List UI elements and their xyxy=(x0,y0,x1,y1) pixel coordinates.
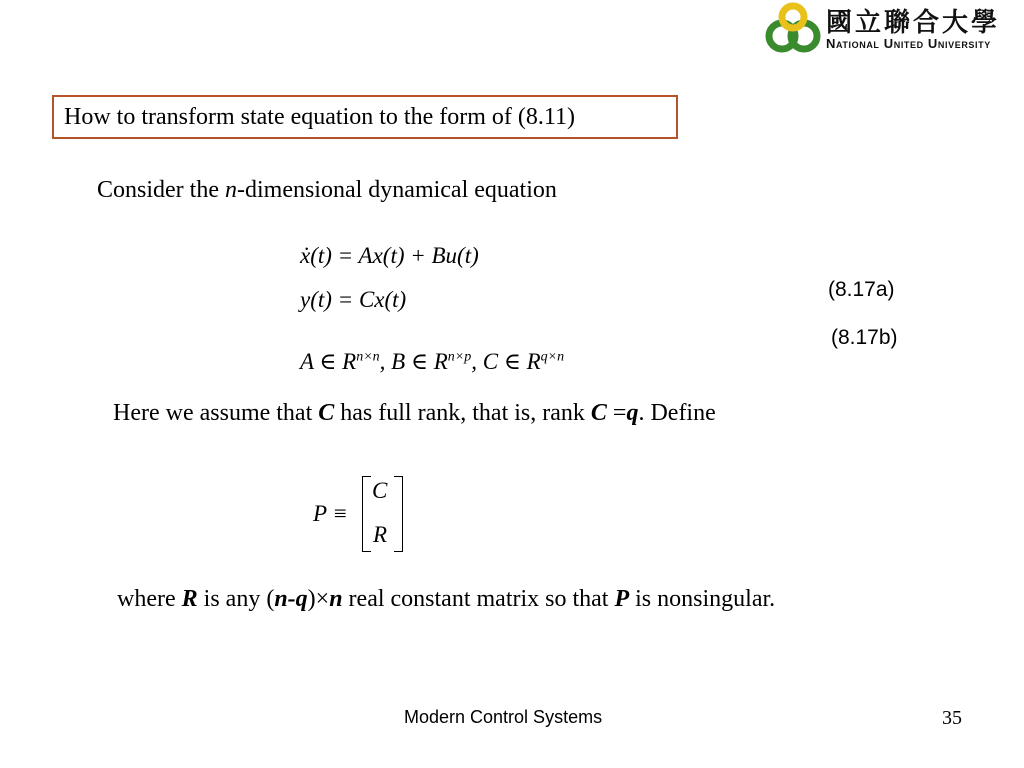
where-nq: n-q xyxy=(274,586,308,612)
state-equation: ẋ(t) = Ax(t) + Bu(t) xyxy=(300,243,479,268)
university-logo-icon xyxy=(762,2,824,54)
matrix-dimensions xyxy=(300,349,564,375)
footer-course: Modern Control Systems xyxy=(404,707,603,727)
assumption-part: Here we assume that xyxy=(113,400,319,426)
assumption-text xyxy=(113,400,716,427)
dim-c-sup: q×n xyxy=(540,349,565,365)
where-part: is any ( xyxy=(197,586,275,612)
dim-a: A ∈ R xyxy=(300,349,357,374)
logo-english-name: National United University xyxy=(826,36,991,51)
assumption-part: . Define xyxy=(638,400,716,426)
dim-c: , C ∈ R xyxy=(471,349,541,374)
assumption-q: q xyxy=(626,400,639,426)
logo-chinese-name: 國立聯合大學 xyxy=(826,8,1001,38)
dim-b: , B ∈ R xyxy=(379,349,448,374)
assumption-c: C xyxy=(590,400,607,426)
assumption-part: has full rank, that is, rank xyxy=(334,400,591,426)
where-part: )× xyxy=(307,586,330,612)
dim-b-sup: n×p xyxy=(447,349,472,365)
matrix-bottom-entry: R xyxy=(373,522,388,547)
where-n: n xyxy=(329,586,343,612)
where-p: P xyxy=(614,586,630,612)
where-part: is nonsingular. xyxy=(629,586,776,612)
slide-title: How to transform state equation to the form of (8.11) xyxy=(52,95,678,139)
intro-var: n xyxy=(224,177,237,203)
equation-label-b: (8.17b) xyxy=(831,326,898,349)
university-logo xyxy=(762,2,1024,54)
output-equation: y(t) = Cx(t) xyxy=(300,287,407,312)
assumption-part: = xyxy=(606,400,627,426)
intro-after: -dimensional dynamical equation xyxy=(236,177,557,203)
definition-lhs: P ≡ xyxy=(313,501,348,526)
page-number: 35 xyxy=(942,707,962,729)
intro-before: Consider the xyxy=(97,177,225,203)
where-text xyxy=(117,586,775,613)
where-r: R xyxy=(181,586,198,612)
assumption-c: C xyxy=(318,400,335,426)
equation-label-a: (8.17a) xyxy=(828,278,895,301)
matrix-bracket-right xyxy=(394,476,403,552)
matrix-bracket-left xyxy=(362,476,371,552)
matrix-top-entry: C xyxy=(372,478,388,503)
where-part: real constant matrix so that xyxy=(342,586,615,612)
dim-a-sup: n×n xyxy=(356,349,380,365)
where-part: where xyxy=(117,586,182,612)
intro-text xyxy=(97,177,557,204)
